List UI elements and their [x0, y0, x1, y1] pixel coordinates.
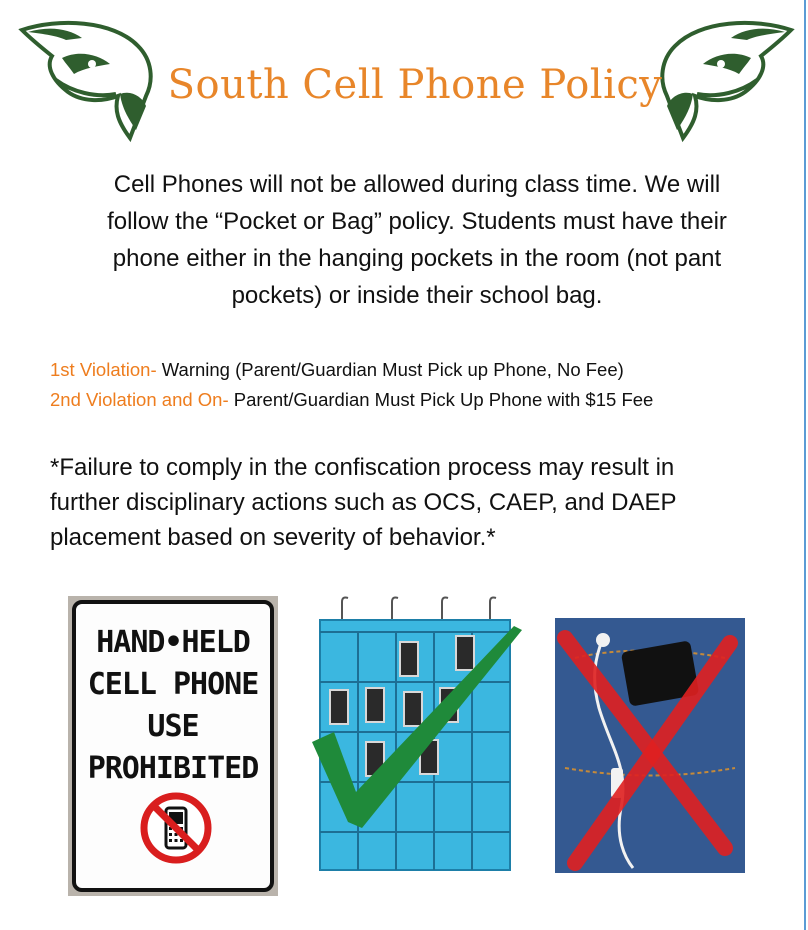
violation-item	[50, 385, 790, 415]
sign-line: USE	[147, 709, 199, 744]
pocket-organizer-image	[300, 592, 530, 877]
intro-line: pockets) or inside their school bag.	[231, 282, 603, 309]
sign-line: CELL PHONE	[87, 667, 259, 702]
page-edge-rule	[804, 0, 806, 930]
sign-text	[76, 622, 270, 790]
no-phone-icon	[138, 790, 214, 866]
note-line: further disciplinary actions such as OCS, CAEP, and DAEP	[50, 489, 677, 516]
policy-intro	[40, 166, 794, 314]
sign-face	[72, 600, 274, 892]
eagle-head-icon	[18, 18, 158, 143]
violation-text: Parent/Guardian Must Pick Up Phone with $15 Fee	[233, 389, 654, 410]
phone-prohibited-sign	[68, 596, 278, 896]
note-line: *Failure to comply in the confiscation process may result in	[50, 454, 675, 481]
disciplinary-note	[50, 450, 790, 555]
intro-line: follow the “Pocket or Bag” policy. Students must have their	[107, 208, 727, 235]
intro-line: phone either in the hanging pockets in the room (not pant	[112, 245, 722, 272]
page-title: South Cell Phone Policy	[167, 62, 663, 108]
violation-label: 2nd Violation and On-	[50, 389, 229, 410]
note-line: placement based on severity of behavior.*	[50, 524, 496, 551]
jeans-pocket-image	[555, 618, 745, 873]
sign-line: PROHIBITED	[87, 751, 259, 786]
violation-text: Warning (Parent/Guardian Must Pick up Phone, No Fee)	[161, 359, 624, 380]
eagle-head-icon	[655, 18, 795, 143]
violation-label: 1st Violation-	[50, 359, 157, 380]
violations-list	[50, 355, 790, 415]
intro-line: Cell Phones will not be allowed during class time. We will	[113, 171, 721, 198]
sign-line: HAND•HELD	[96, 625, 250, 660]
violation-item	[50, 355, 790, 385]
